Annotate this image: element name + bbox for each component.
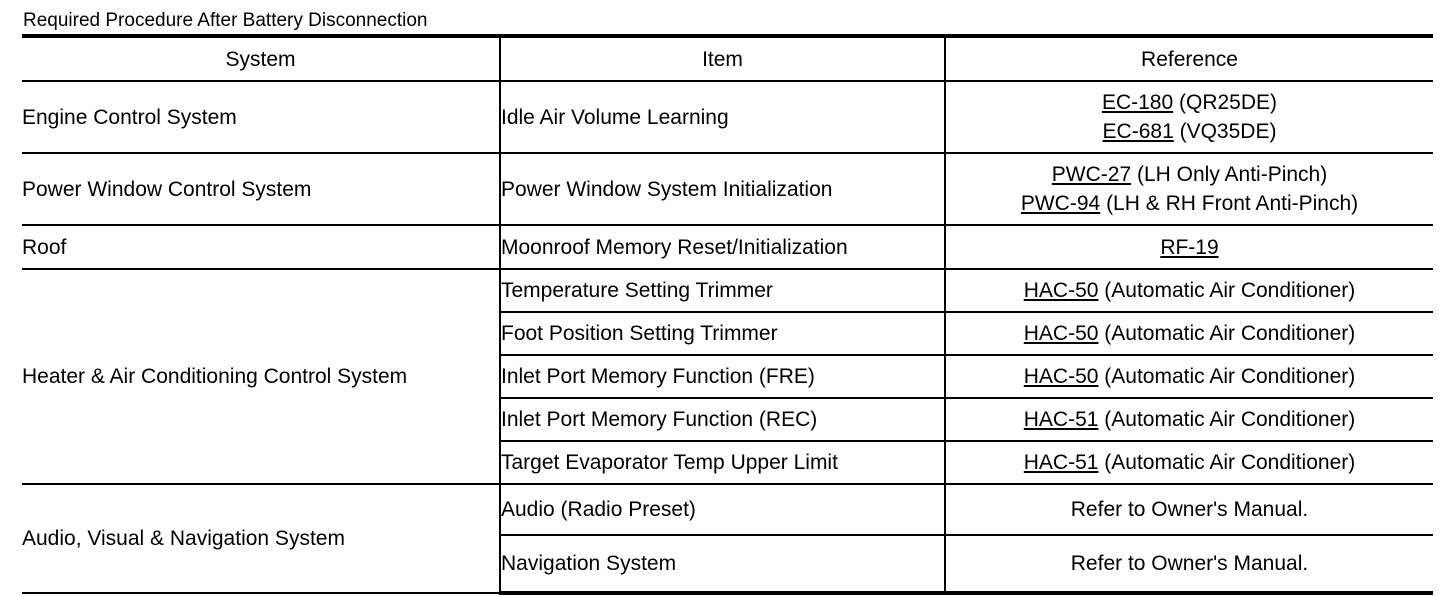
table-row (22, 269, 1433, 312)
reference-line (946, 362, 1433, 391)
item-cell: Audio (Radio Preset) (500, 484, 945, 535)
header-item: Item (500, 36, 945, 81)
item-cell: Inlet Port Memory Function (REC) (500, 398, 945, 441)
reference-link[interactable]: HAC-51 (1023, 451, 1099, 474)
table-row (22, 484, 1433, 535)
reference-note: (Automatic Air Conditioner) (1104, 451, 1356, 474)
reference-cell (945, 484, 1433, 535)
reference-cell (945, 153, 1433, 225)
item-cell: Target Evaporator Temp Upper Limit (500, 441, 945, 484)
reference-note: (Automatic Air Conditioner) (1104, 322, 1356, 345)
reference-text: Refer to Owner's Manual. (1070, 552, 1309, 575)
reference-cell (945, 355, 1433, 398)
reference-note: (Automatic Air Conditioner) (1104, 279, 1356, 302)
procedure-table (22, 34, 1433, 595)
reference-line (946, 117, 1433, 146)
reference-link[interactable]: HAC-50 (1023, 279, 1099, 302)
reference-link[interactable]: HAC-50 (1023, 322, 1099, 345)
header-reference: Reference (945, 36, 1433, 81)
table-caption: Required Procedure After Battery Disconnection (23, 10, 428, 31)
table-row (22, 81, 1433, 153)
item-cell: Moonroof Memory Reset/Initialization (500, 225, 945, 269)
reference-line (946, 448, 1433, 477)
reference-line (946, 319, 1433, 348)
reference-text: Refer to Owner's Manual. (1070, 498, 1309, 521)
reference-line (946, 88, 1433, 117)
item-cell: Inlet Port Memory Function (FRE) (500, 355, 945, 398)
table-row (22, 153, 1433, 225)
item-cell: Power Window System Initialization (500, 153, 945, 225)
reference-line (946, 160, 1433, 189)
reference-note: (Automatic Air Conditioner) (1104, 408, 1356, 431)
reference-link[interactable]: EC-681 (1102, 120, 1174, 143)
reference-note: (LH Only Anti-Pinch) (1136, 163, 1328, 186)
reference-line (946, 233, 1433, 262)
reference-note: (VQ35DE) (1179, 120, 1277, 143)
reference-link[interactable]: EC-180 (1101, 91, 1174, 114)
header-row (22, 36, 1433, 81)
reference-cell (945, 269, 1433, 312)
reference-note: (Automatic Air Conditioner) (1104, 365, 1356, 388)
item-cell: Navigation System (500, 535, 945, 593)
reference-line (946, 189, 1433, 218)
reference-link[interactable]: PWC-27 (1051, 163, 1132, 186)
system-cell: Power Window Control System (22, 153, 500, 225)
reference-cell (945, 441, 1433, 484)
header-system: System (22, 36, 500, 81)
item-cell: Idle Air Volume Learning (500, 81, 945, 153)
reference-cell (945, 225, 1433, 269)
reference-link[interactable]: HAC-51 (1023, 408, 1099, 431)
reference-cell (945, 535, 1433, 593)
item-cell: Foot Position Setting Trimmer (500, 312, 945, 355)
system-cell: Audio, Visual & Navigation System (22, 484, 500, 593)
reference-link[interactable]: PWC-94 (1020, 192, 1101, 215)
reference-cell (945, 81, 1433, 153)
reference-note: (QR25DE) (1179, 91, 1278, 114)
reference-link[interactable]: HAC-50 (1023, 365, 1099, 388)
reference-line (946, 405, 1433, 434)
system-cell: Roof (22, 225, 500, 269)
reference-link[interactable]: RF-19 (1160, 235, 1219, 259)
reference-cell (945, 312, 1433, 355)
reference-note: (LH & RH Front Anti-Pinch) (1106, 192, 1359, 215)
reference-cell (945, 398, 1433, 441)
item-cell: Temperature Setting Trimmer (500, 269, 945, 312)
system-cell: Heater & Air Conditioning Control System (22, 269, 500, 484)
reference-line (946, 276, 1433, 305)
system-cell: Engine Control System (22, 81, 500, 153)
table-row (22, 225, 1433, 269)
